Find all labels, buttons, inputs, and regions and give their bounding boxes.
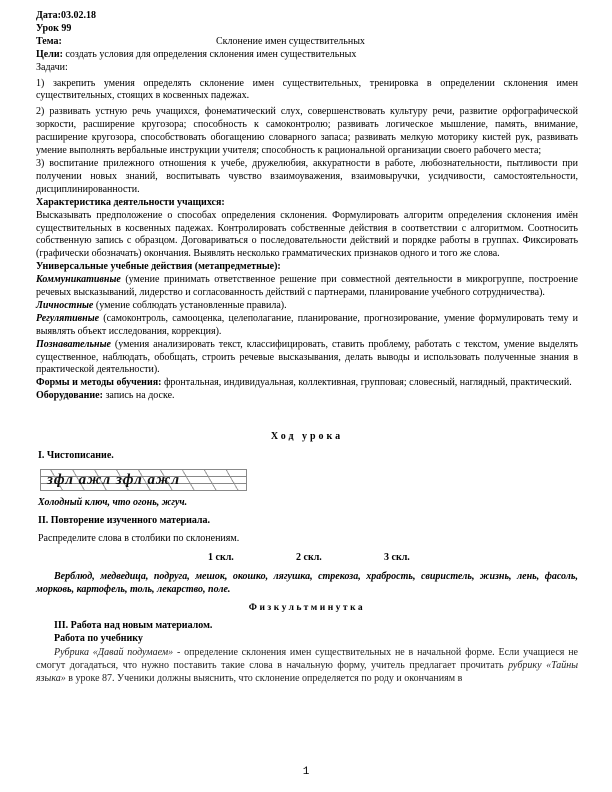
topic-label: Тема:	[36, 35, 62, 47]
uud-item	[36, 339, 578, 378]
text-2: в уроке 87. Ученики должны выяснить, что склонение определяется по роду и окончаниям в	[65, 673, 463, 685]
uud-label: Универсальные учебные действия (метапредметные):	[36, 261, 281, 273]
rubric-1: Рубрика «Давай подумаем»	[54, 647, 174, 659]
topic: Склонение имен существительных	[216, 35, 365, 47]
task-item: 2) развивать устную речь учащихся, фонематический слух, совершенствовать культуру речи, развитие орфографической зоркости, расширение кругозора; способность к самоконтролю; развивать логическое мышление, память, внимание, расширение кругозора, способствовать обогащению словарного запаса; развивать мелкую моторику кистей рук, развивать умение выполнять вербальные инструкции учителя; способность к рациональной организации своего рабочего места;	[36, 106, 578, 157]
forms	[36, 377, 578, 390]
section-1	[36, 450, 578, 565]
uud-name: Личностные	[36, 299, 94, 311]
goal-label: Цели:	[36, 48, 63, 60]
lesson-number: Урок 99	[36, 22, 72, 34]
uud-name: Коммуникативные	[36, 274, 121, 286]
uud-text: (умение принимать ответственное решение при совместной деятельности в микрогруппе, построение речевых высказываний, лидерство и согласованность действий с партнерами, планирование учебного сотрудничества).	[36, 274, 578, 299]
section-3-text	[36, 646, 578, 685]
topic-row	[36, 36, 578, 49]
text-1: - определение склонения имен существительных не в начальной форме. Если учащиеся не смогут догадаться, что нужно поставить такие слова в начальную форму, учитель предлагает прочитать	[36, 647, 579, 672]
uud-item	[36, 313, 578, 339]
section-2-task: Распределите слова в столбики по склонениям.	[38, 532, 240, 544]
equipment-label: Оборудование:	[36, 390, 103, 402]
uud-text: (умение соблюдать установленные правила).	[93, 299, 287, 311]
word-list: Верблюд, медведица, подруга, мешок, окошко, лягушка, стрекоза, храбрость, свиристель, жизнь, лень, фасоль, морковь, картофель, толь, лекарство, поле.	[36, 570, 578, 595]
section-1-title: I. Чистописание.	[38, 450, 114, 462]
tasks-label: Задачи:	[36, 61, 68, 73]
proverb: Холодный ключ, что огонь, жгуч.	[38, 497, 188, 508]
uud-item	[36, 300, 578, 313]
goal	[36, 49, 578, 62]
equipment-text: запись на доске.	[102, 390, 175, 402]
section-3-subtitle: Работа по учебнику	[54, 633, 143, 645]
column-3: 3 скл.	[384, 551, 410, 563]
equipment	[36, 390, 578, 403]
uud-name: Регулятивные	[36, 312, 100, 324]
exercise-break: Физкультминутка	[248, 603, 366, 614]
date: Дата:03.02.18	[36, 10, 96, 21]
forms-text: фронтальная, индивидуальная, коллективная, групповая; словесный, наглядный, практический.	[161, 377, 572, 389]
section-3	[36, 620, 578, 685]
section-3-title: III. Работа над новым материалом.	[54, 620, 213, 632]
column-2: 2 скл.	[296, 551, 322, 563]
uud-text: (самоконтроль, самооценка, целеполагание, планирование, прогнозирование, умение формулировать тему и выявлять объект исследования, коррекция).	[36, 312, 578, 337]
page-number: 1	[302, 766, 310, 778]
column-1: 1 скл.	[208, 551, 234, 563]
uud-item	[36, 274, 578, 300]
handwriting-letters: зфл ажл зфл ажл	[47, 472, 181, 488]
goal-text: создать условия для определения склонения имен существительных	[62, 48, 357, 60]
uud-text: (умения анализировать текст, классифицировать, ставить проблему, работать с текстом, умение выделять существенное, наблюдать, обобщать, строить речевые высказывания, делать выводы и использовать полученные знания в практической деятельности).	[36, 338, 578, 376]
uud-name: Познавательные	[36, 338, 111, 350]
forms-label: Формы и методы обучения:	[36, 377, 162, 389]
lesson-title: Ход урока	[270, 431, 344, 443]
activity-label: Характеристика деятельности учащихся:	[36, 196, 225, 208]
rubric-2: рубрику «Тайны языка»	[36, 660, 578, 685]
handwriting-sample	[40, 469, 247, 491]
task-item: 3) воспитание прилежного отношения к учебе, дружелюбия, аккуратности в работе, любознательности, пытливости при получении новых знаний, воспитывать чувство взаимоуважения, взаимовыручки, усидчивости, самостоятельности, дисциплинированности.	[36, 157, 578, 195]
document-page	[36, 10, 578, 685]
activity-text: Высказывать предположение о способах определения склонения. Формулировать алгоритм определения склонения имён существительных в косвенных падежах. Контролировать собственные действия в соответствии с алгоритмом. Соотносить собственную запись с образцом. Договариваться о последовательности действий и порядке работы в группах. Фиксировать (графически обозначать) окончания. Выявлять несколько грамматических признаков одного и того же слова.	[36, 209, 578, 260]
declension-columns	[208, 552, 578, 565]
task-item: 1) закрепить умения определять склонение имен существительных, тренировка в определении склонения имен существительных, стоящих в косвенных падежах.	[36, 77, 578, 102]
section-2-title: II. Повторение изученного материала.	[38, 514, 211, 526]
